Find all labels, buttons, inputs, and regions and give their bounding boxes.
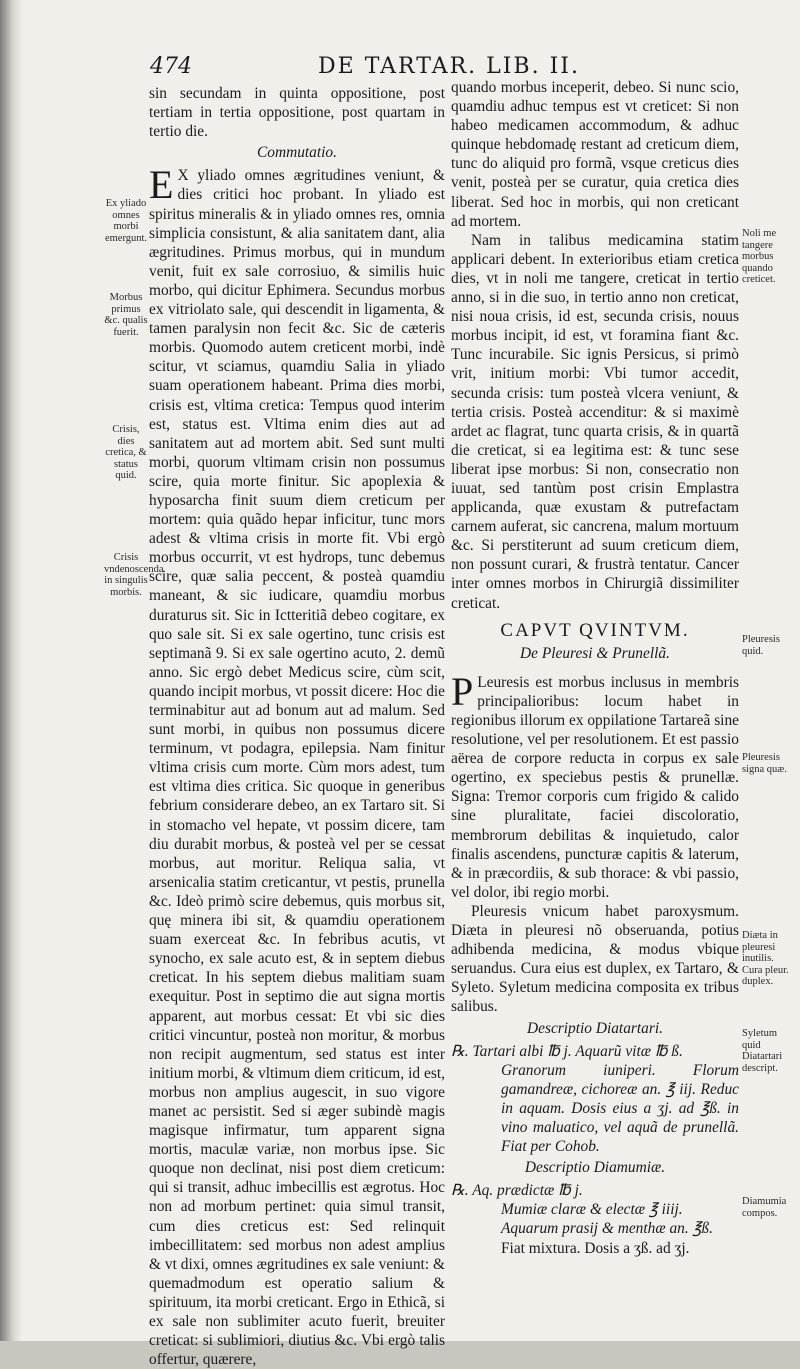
recipe-2-line-1: ℞. Aq. prædictæ ℔ j.: [451, 1182, 583, 1200]
margin-note-right-6: Diamumia compos.: [742, 1196, 787, 1219]
recipe-1-title: Descriptio Diatartari.: [527, 1019, 663, 1037]
body-paragraph-r3: PLeuresis est morbus inclusus in membris principalioribus: locum habet in regionibus illorum ex oppilatione Tartareã sine resolutione, vel per resolutionem. Et est passio aërea de corpore reducta in corpus ex sale ogertino, ex speciebus pestis & prunellæ. Signa: Tremor corporis cum frigido & calido sine pluralitate, faciei discoloratio, membrorum debilitas & inquietudo, calor finalis ascendens, puncturæ capitis & laterum, & in præcordiis, & sub thorace: & vbi passio, vel dolor, ibi regio morbi.: [451, 668, 739, 901]
body-paragraph-r2: Nam in talibus medicamina statim applicari debent. In exterioribus etiam cretica dies, vt in noli me tangere, creticat in tertio anno, si in die suo, in tertio anno non creticat, nisi noua crisis, id est, secunda crisis, nouus morbus incipit, id est, vt foramina fiant &c. Tunc incurabile. Sic ignis Persicus, si primò vrit, initium morbi: Vbi tumor accedit, secunda crisis: tum posteà vlcera veniunt, & tertia crisis. Posteà accenditur: & si maximè ardet ac flagrat, tunc quarta crisis, & in quartã die creticat, si ea legitima est: & tunc sese liberat ipse morbus: Si non, consecratio non iuuat, sed tantùm post crisin Emplastra applicanda, quæ exustam & putrefactam carnem auferat, sic cancrena, malum mortuum &c. Si perstiterunt ad suum creticum diem, non possunt curari, & frustrà tentatur. Cancer inter omnes morbos in Chirurgiã dissimiliter creticat.: [451, 231, 739, 612]
recipe-2-line-3: Aquarum prasij & menthæ an. ℥ß.: [501, 1220, 713, 1238]
gutter-shadow: [0, 0, 22, 1341]
margin-note-right-1: Noli me tangere morbus quando creticet.: [742, 228, 777, 285]
recipe-1-line-1: ℞. Tartari albi ℔ j. Aquarũ vitæ ℔ ß.: [451, 1042, 683, 1060]
left-column: [149, 84, 445, 1369]
body-paragraph-r1: quando morbus inceperit, debeo. Si nunc scio, quamdiu adhuc tempus est vt creticet: Si non habeo medicamen accommodum, & adhuc quinque hebdomadę restant ad creticum diem, tunc do aliquid pro formã, vsque creticus dies venit, posteà per se curatur, quia cretica dies liberat. Sed hoc in morbis, qui non creticant ad mortem.: [451, 79, 739, 230]
margin-note-right-4: Diæta in pleuresi inutilis. Cura pleur. duplex.: [742, 930, 789, 987]
recipe-2-line-2: Mumiæ claræ & electæ ℥ iiij.: [501, 1201, 683, 1219]
margin-note-right-5: Syletum quid Diatartari descript.: [742, 1028, 783, 1074]
right-column: [451, 78, 739, 1258]
margin-note-left-1: Ex yliado omnes morbi emergunt.: [104, 198, 148, 244]
margin-note-right-2: Pleuresis quid.: [742, 634, 780, 657]
margin-note-left-2: Morbus primus &c. qualis fuerit.: [104, 292, 148, 338]
running-title: DE TARTAR. LIB. II.: [318, 54, 580, 79]
margin-note-left-3: Crisis, dies cretica, & status quid.: [105, 424, 147, 481]
body-paragraph: EX yliado omnes ægritudines veniunt, & dies critici hoc probant. In yliado est spiritus mineralis & in yliado omnes res, omnia simplicia consistunt, & alia sanitatem dant, alia ægritudines. Primus morbus, qui in mundum venit, fuit ex sale corrosiuo, & similis huic morbo, qui dicitur Ephimera. Secundus morbus ex vitriolato sale, qui descendit in ligamenta, & tamen paralysin non fecit &c. Sic de cæteris morbis. Quomodo autem creticent morbi, indè scitur, vt sciamus, quamdiu Salia in yliado suam operationem habeant. Prima dies morbi, crisis est, vltima cretica: Tempus quod interim est, status est. Vltima enim dies aut ad sanitatem aut ad mortem abit. Sed sunt multi morbi, quorum vltimam crisin non possumus scire, quia morte finitur. Sic apoplexia & hyposarcha finit suum diem creticum per mortem: quia quãdo hepar inficitur, tunc mors adest & vltima crisis in morte fit. Vbi ergò morbus occurrit, vt est hydrops, tunc debemus scire, quæ salia peccent, & posteà quamdiu maneant, & sic iudicare, quamdiu morbus duraturus sit. Sic in Ictteritiã debeo cogitare, ex quo sale sit. Si ex sale ogertino, tunc crisis est septimanã 9. Si ex sale ogertino acuto, 2. demũ anno. Sic ergò debet Medicus scire, cùm scit, quando incipit morbus, vt possit dicere: Hoc die terminabitur aut ad bonum aut ad malum. Sed sunt morbi, in quibus non possumus dicere terminum, vt podagra, epilepsia. Nam finitur vltima crisis cum morte. Cùm mors adest, tum est vltima dies critica. Sic quoque in generibus febrium considerare debeo, an ex Tartaro sit. Si in stomacho vel hepate, vt possim dicere, tam diu durabit morbus, & posteà vel per se cessat morbus, aut moritur. Reliqua salia, vt arsenicalia statim creticantur, vt pestis, prunella &c. Ideò primò scire debemus, quis morbus sit, quę minera ibi sit, & quamdiu operationem suam exerceat &c. In febribus acutis, vt synocho, ex sale acuto est, & in septem diebus creticat. In his septem diebus malitiam suam exequitur. Post in septimo die aut signa mortis apparent, aut morbus cessat: Et vbi sic dies critici vincuntur, posteà non moritur, & morbus non recipit augmentum, sed status est inter initium morbi, & vltimum diem criticum, id est, morbus non amplius augescit, in suo vigore manet ac persistit. Sed si æger subindè magis magisque infirmatur, tum apparent signa mortis, maculæ variæ, non morbus ipse. Sic quoque non declinat, nisi post diem creticum: qui si transit, adhuc imbecillis est ægrotus. Hoc non ad morbum pertinet: quia simul transit, cum dies creticus est: Sed relinquit imbecillitatem: sed morbus non adest amplius & vt dixi, omnes ægritudines ex sale veniunt: & quemadmodum est operatio salium & spirituum, ita morbi creticant. Ergo in Ethicã, si ex sale non sublimiter acuto fuerit, breuiter creticat: si sublimiori, diutius &c. Vbi ergò talis offertur, quærere,: [149, 162, 445, 1369]
recipe-1-line-2: Granorum iuniperi. Florum gamandreæ, cichoreæ an. ℥ iij. Reduc in aquam. Dosis eius a ʒj. ad ℥ß. in vino maluatico, vel aquã de prunellã. Fiat per Cohob.: [501, 1061, 739, 1156]
page-number: 474: [150, 54, 192, 79]
section-heading: Commutatio.: [257, 144, 337, 162]
margin-note-left-4: Crisis vndenoscenda in singulis morbis.: [104, 552, 164, 598]
chapter-subtitle: De Pleuresi & Prunellã.: [520, 644, 670, 662]
body-paragraph-r4: Pleuresis vnicum habet paroxysmum. Diæta in pleuresi nõ obseruanda, potius adhibenda medicina, & modus vbique seruandus. Cura eius est duplex, ex Tartaro, & Syleto. Syletum medicina composita ex tribus salibus.: [451, 902, 739, 1016]
recipe-2-title: Descriptio Diamumiæ.: [524, 1159, 666, 1177]
intro-paragraph: sin secundam in quinta oppositione, post tertiam in tertia oppositione, post quartam in tertio die.: [149, 85, 445, 141]
margin-note-right-3: Pleuresis signa quæ.: [742, 752, 787, 775]
chapter-title: CAPVT QVINTVM.: [500, 619, 690, 641]
recipe-2-line-4: Fiat mixtura. Dosis a ʒß. ad ʒj.: [501, 1239, 690, 1257]
